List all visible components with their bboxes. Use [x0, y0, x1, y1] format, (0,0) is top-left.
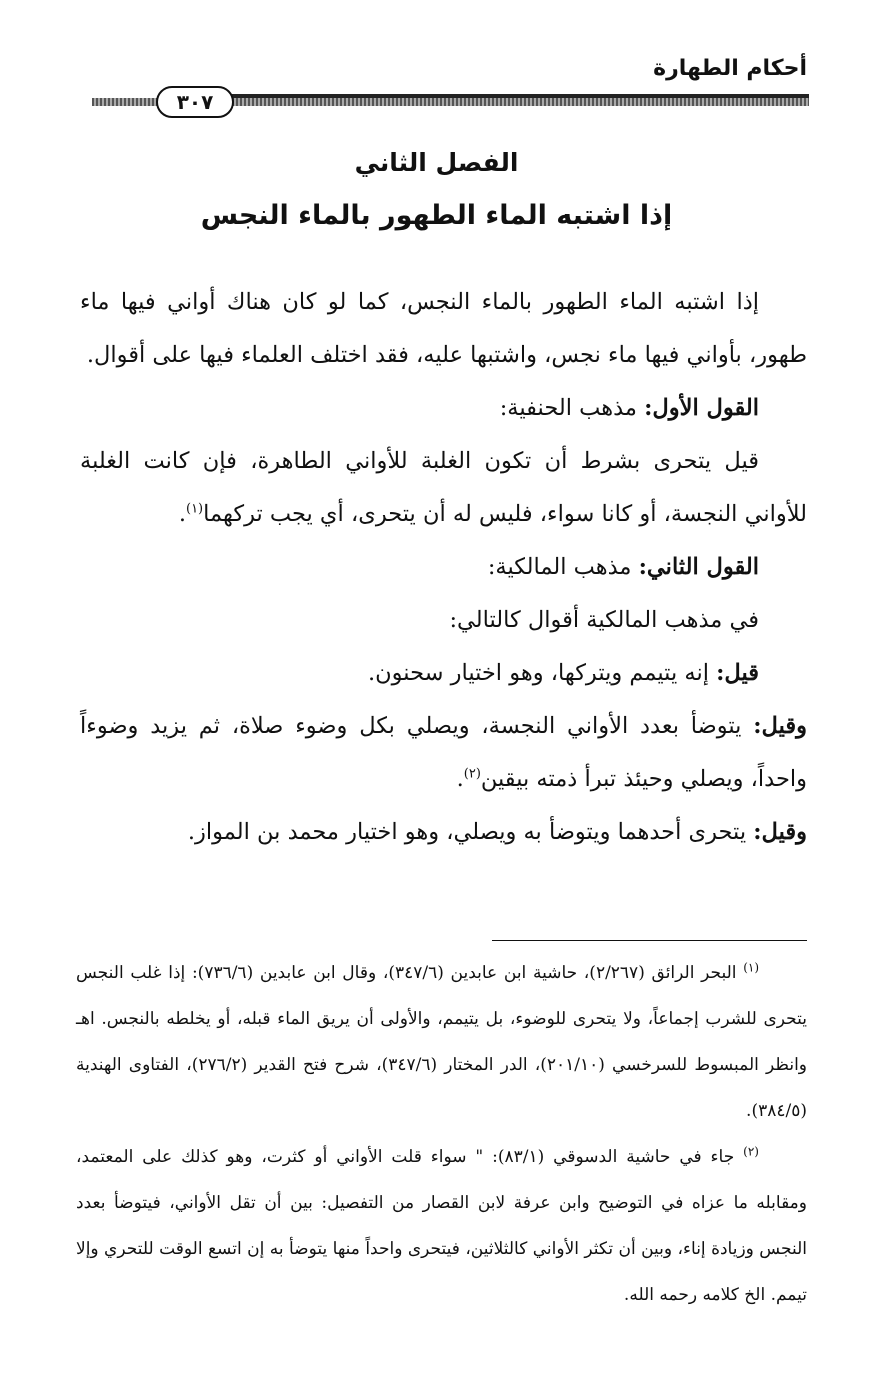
footnotes [76, 950, 807, 1318]
opinion-1-end: . [178, 501, 186, 527]
footnote-1-text: البحر الرائق (٢/٢٦٧)، حاشية ابن عابدين (٣٤٧/٦)، وقال ابن عابدين (٧٣٦/٦): إذا غلب النجس يتحرى للشرب إجماعاً، ولا يتحرى للوضوء، بل يتيمم، والأولى أن يريق الماء قبله، أو يخلطه بالنجس. اهـ وانظر المبسوط للسرخسي (٢٠١/١٠)، الدر المختار (٣٤٧/٦)، شرح فتح القدير (٢٧٦/٢)، الفتاوى الهندية (٣٨٤/٥). [76, 963, 808, 1121]
opinion-2-school: مذهب المالكية: [487, 554, 639, 580]
page-number: ٣٠٧ [156, 86, 234, 118]
footnote-2-number: (٢) [743, 1144, 759, 1159]
saying-3-paragraph [80, 806, 807, 859]
footnote-2 [76, 1134, 807, 1318]
opinion-1-school: مذهب الحنفية: [499, 395, 645, 421]
saying-1-lead: قيل: [716, 660, 759, 686]
opinion-1-paragraph [80, 435, 807, 541]
opinion-2-lead: القول الثاني: [638, 554, 759, 580]
body-text [80, 276, 807, 859]
opinion-2-intro: في مذهب المالكية أقوال كالتالي: [449, 607, 759, 633]
opinion-1-heading [80, 382, 807, 435]
opinion-1-lead: القول الأول: [644, 395, 759, 421]
saying-2-lead: وقيل: [753, 713, 807, 739]
saying-2-paragraph [80, 700, 807, 806]
footnote-2-text: جاء في حاشية الدسوقي (٨٣/١): " سواء قلت الأواني أو كثرت، وهو كذلك على المعتمد، ومقابله ما عزاه في التوضيح وابن عرفة لابن القصار من التفصيل: بين أن تقل الأواني، فيتوضأ بعدد النجس وزيادة إناء، وبين أن تكثر الأواني كالثلاثين، فيتحرى واحداً منها يتوضأ به إن اتسع الوقت للتحري وإلا تيمم. الخ كلامه رحمه الله. [76, 1147, 807, 1305]
footnote-separator [492, 940, 807, 941]
footnote-ref-2: (٢) [463, 766, 481, 782]
intro-paragraph: إذا اشتبه الماء الطهور بالماء النجس، كما لو كان هناك أواني فيها ماء طهور، بأواني فيها ماء نجس، واشتبها عليه، فقد اختلف العلماء فيها على أقوال. [80, 289, 807, 368]
saying-3-text: يتحرى أحدهما ويتوضأ به ويصلي، وهو اختيار محمد بن المواز. [187, 819, 754, 845]
saying-1-text: إنه يتيمم ويتركها، وهو اختيار سحنون. [367, 660, 717, 686]
running-title: أحكام الطهارة [653, 56, 807, 81]
footnote-1 [76, 950, 807, 1134]
footnote-ref-1: (١) [185, 501, 204, 517]
saying-2-end: . [456, 766, 464, 792]
saying-1-paragraph [80, 647, 807, 700]
opinion-1-text: قيل يتحرى بشرط أن تكون الغلبة للأواني الطاهرة، فإن كانت الغلبة للأواني النجسة، أو كانا سواء، فليس له أن يتحرى، أي يجب تركهما [80, 448, 807, 527]
saying-2-text: يتوضأ بعدد الأواني النجسة، ويصلي بكل وضوء صلاة، ثم يزيد وضوءاً واحداً، ويصلي وحيئذ تبرأ ذمته بيقين [80, 713, 807, 792]
header-rule-dark [230, 94, 809, 98]
footnote-1-number: (١) [743, 960, 760, 975]
chapter-title: الفصل الثاني [354, 148, 519, 177]
chapter-subtitle: إذا اشتبه الماء الطهور بالماء النجس [200, 200, 673, 231]
opinion-2-heading [80, 541, 807, 594]
saying-3-lead: وقيل: [753, 819, 807, 845]
